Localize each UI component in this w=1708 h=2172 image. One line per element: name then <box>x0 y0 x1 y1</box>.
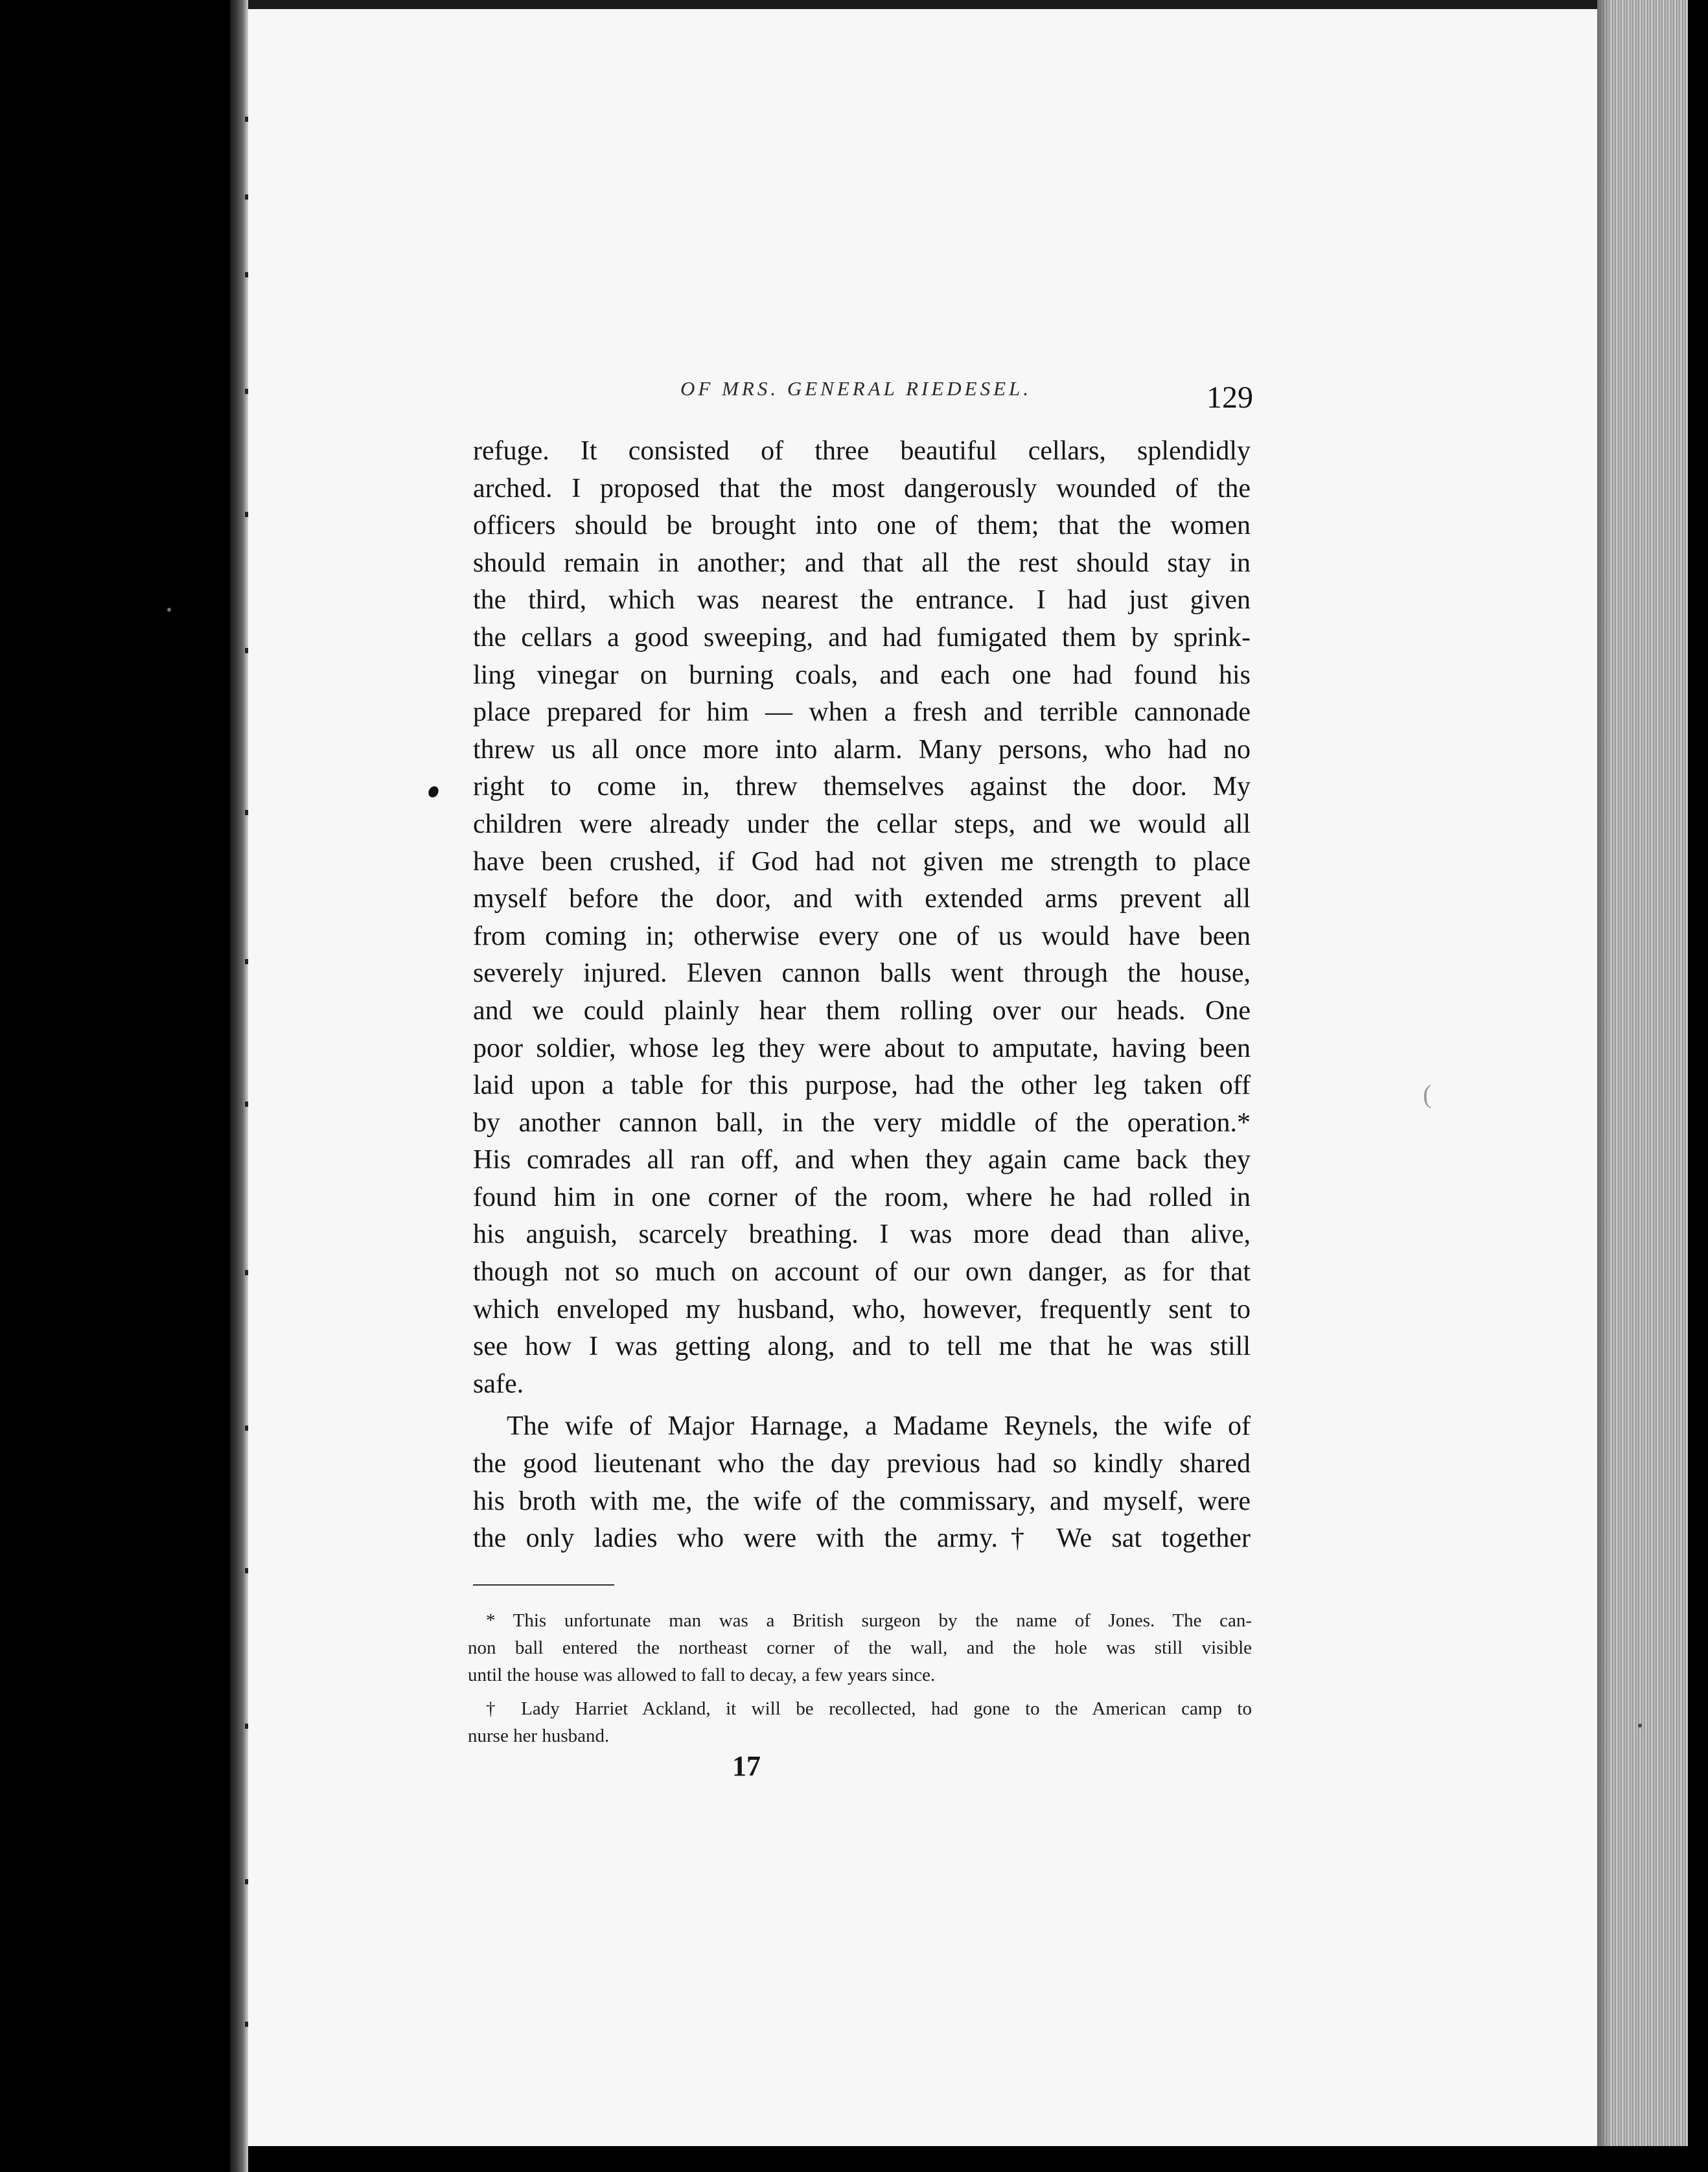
scan-border-left <box>0 0 230 2172</box>
footnotes <box>468 1607 1252 1750</box>
text-line: the cellars a good sweeping, and had fumigated them by sprink- <box>473 622 1251 653</box>
text-line: myself before the door, and with extended arms prevent all <box>473 884 1251 914</box>
text-line: have been crushed, if God had not given me strength to place <box>473 846 1251 877</box>
text-line: from coming in; otherwise every one of us would have been <box>473 921 1251 951</box>
footnote-line: non ball entered the northeast corner of the wall, and the hole was still visible <box>468 1637 1252 1658</box>
footnote-line: nurse her husband. <box>468 1726 610 1746</box>
scan-border-top <box>248 0 1597 9</box>
text-line: his broth with me, the wife of the commissary, and myself, were <box>473 1486 1251 1516</box>
text-line: right to come in, threw themselves against the door. My <box>473 772 1251 802</box>
text-line: his anguish, scarcely breathing. I was more dead than alive, <box>473 1219 1251 1250</box>
text-line: see how I was getting along, and to tell me that he was still <box>473 1332 1251 1362</box>
text-line: though not so much on account of our own danger, as for that <box>473 1257 1251 1288</box>
footnote-rule <box>473 1584 614 1586</box>
text-line: should remain in another; and that all the rest should stay in <box>473 548 1251 578</box>
text-line: the third, which was nearest the entrance. I had just given <box>473 585 1251 616</box>
text-line: which enveloped my husband, who, however, frequently sent to <box>473 1294 1251 1324</box>
text-line: severely injured. Eleven cannon balls went through the house, <box>473 958 1251 989</box>
stray-dot <box>167 608 171 612</box>
text-line: the good lieutenant who the day previous had so kindly shared <box>473 1449 1251 1479</box>
body-text <box>473 433 1251 1558</box>
stray-dot <box>1638 1724 1642 1727</box>
signature-mark: 17 <box>732 1750 761 1782</box>
text-line: the only ladies who were with the army.† We sat together <box>473 1523 1251 1554</box>
stray-mark: ( <box>1423 1080 1432 1109</box>
text-line: threw us all once more into alarm. Many persons, who had no <box>473 734 1251 765</box>
page-number: 129 <box>1206 380 1253 415</box>
text-line: The wife of Major Harnage, a Madame Reynels, the wife of <box>507 1411 1251 1442</box>
footnote-line: † Lady Harriet Ackland, it will be recollected, had gone to the American camp to <box>486 1698 1252 1719</box>
text-line: laid upon a table for this purpose, had the other leg taken off <box>473 1070 1251 1101</box>
text-line: His comrades all ran off, and when they again came back they <box>473 1145 1251 1175</box>
text-line: arched. I proposed that the most dangerously wounded of the <box>473 473 1251 503</box>
text-line: poor soldier, whose leg they were about to amputate, having been <box>473 1033 1251 1063</box>
text-line: and we could plainly hear them rolling over our heads. One <box>473 995 1251 1026</box>
text-line: officers should be brought into one of them; that the women <box>473 511 1251 541</box>
running-head: OF MRS. GENERAL RIEDESEL. <box>680 377 1032 400</box>
text-line: children were already under the cellar steps, and we would all <box>473 809 1251 839</box>
book-binding <box>230 0 248 2172</box>
text-line: by another cannon ball, in the very middle of the operation.* <box>473 1107 1251 1138</box>
footnote-line: * This unfortunate man was a British surgeon by the name of Jones. The can- <box>486 1610 1252 1631</box>
text-line: safe. <box>473 1369 524 1399</box>
text-line: found him in one corner of the room, where he had rolled in <box>473 1182 1251 1212</box>
page-edges <box>1597 0 1688 2172</box>
page-edge-shadow <box>1597 0 1610 2172</box>
text-line: place prepared for him — when a fresh and terrible cannonade <box>473 697 1251 728</box>
scan-border-right <box>1688 0 1708 2172</box>
text-line: ling vinegar on burning coals, and each one had found his <box>473 660 1251 690</box>
footnote-line: until the house was allowed to fall to decay, a few years since. <box>468 1665 936 1685</box>
text-line: refuge. It consisted of three beautiful cellars, splendidly <box>473 436 1251 466</box>
scan-border-bottom <box>248 2146 1688 2172</box>
